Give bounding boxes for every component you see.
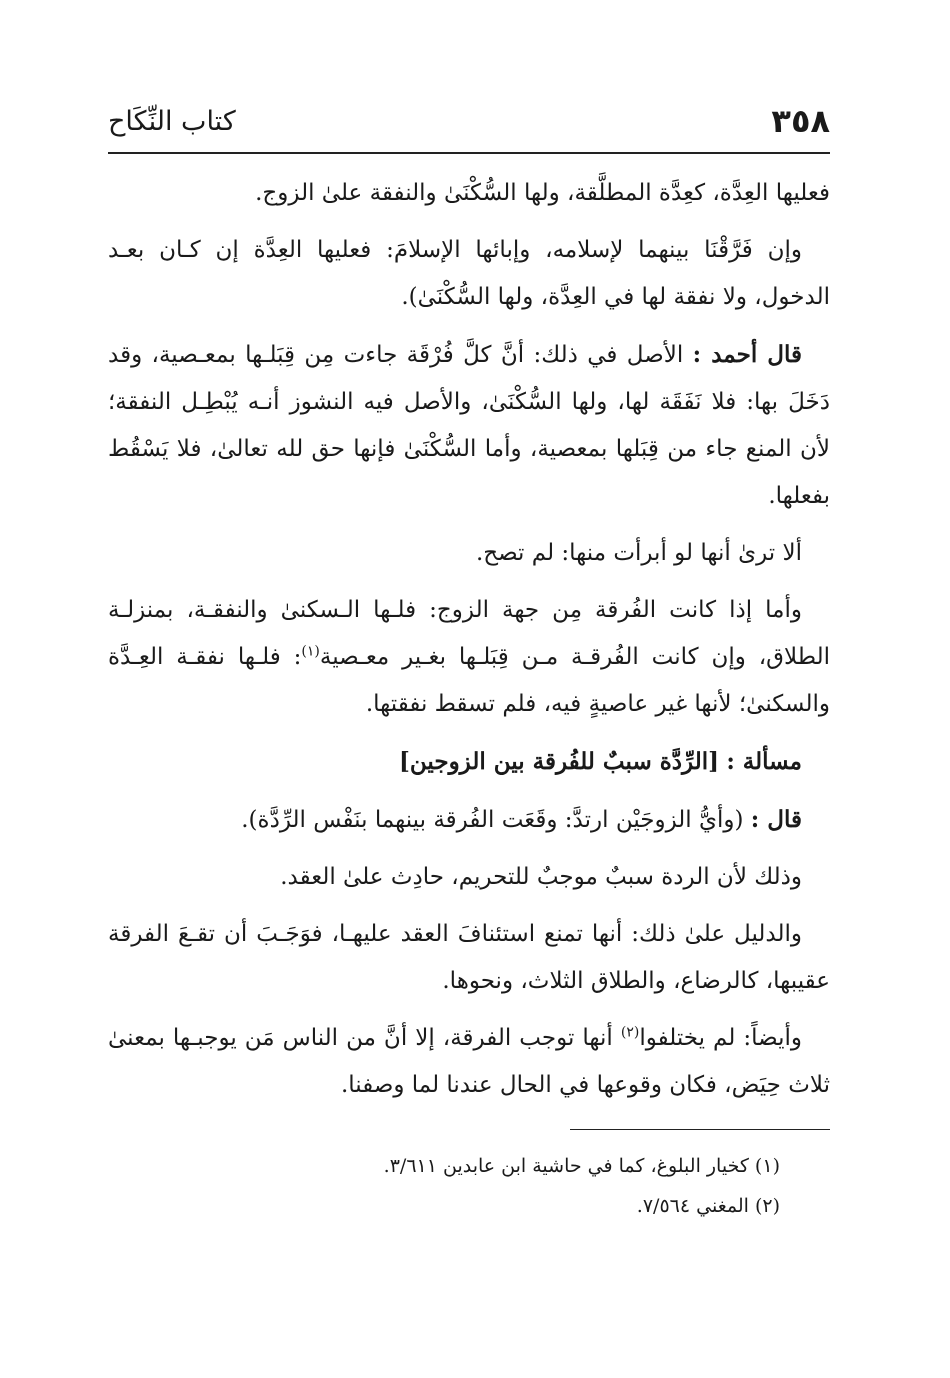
footnote-ref-2[interactable]: (٢) <box>620 1024 640 1041</box>
paragraph-5-part-b: : فلـها نفقـة العِـدَّة والسكنىٰ؛ لأنها غير عاصيةٍ فيه، فلم تسقط نفقتها. <box>108 644 830 717</box>
paragraph-5-part-a: وأما إذا كانت الفُرقة مِن جهة الزوج: فلـها الـسكنىٰ والنفقـة، بمنزلـة الطلاق، وإن كانت الفُرقـة مـن قِبَلـها بغـير معـصية <box>108 597 830 670</box>
footnote-ref-1[interactable]: (١) <box>301 643 320 660</box>
paragraph-3-lead: قال أحمد : <box>692 341 802 368</box>
footnote-2: (٢) المغني ٧/٥٦٤. <box>636 1195 780 1217</box>
masala-label: مسألة : <box>726 748 802 775</box>
footnote-separator <box>570 1129 830 1130</box>
masala-heading <box>108 738 830 786</box>
paragraph-1: فعليها العِدَّة، كعِدَّة المطلَّقة، ولها السُّكْنَىٰ والنفقة علىٰ الزوج. <box>255 180 830 206</box>
paragraph-7: وذلك لأن الردة سببٌ موجبٌ للتحريم، حادِث علىٰ العقد. <box>280 864 802 890</box>
paragraph-2: وإن فَرَّقْنَا بينهما لإسلامه، وإبائها الإسلامَ: فعليها العِدَّة إن كـان بعـد الدخول، ولا نفقة لها في العِدَّة، ولها السُّكْنَىٰ). <box>108 237 830 310</box>
footnote-1: (١) كخيار البلوغ، كما في حاشية ابن عابدين ٣/٦١١. <box>383 1155 780 1177</box>
main-text <box>108 170 830 1119</box>
paragraph-3 <box>108 331 830 520</box>
paragraph-8: والدليل علىٰ ذلك: أنها تمنع استئنافَ العقد عليهـا، فوَجَـبَ أن تقـعَ الفرقة عقيبها، كالرضاع، والطلاق الثلاث، ونحوها. <box>108 921 830 994</box>
paragraph-6-text: (وأيُّ الزوجَيْن ارتدَّ: وقَعَت الفُرقة بينهما بنَفْس الرِّدَّة). <box>241 807 744 833</box>
paragraph-6-lead: قال : <box>750 806 802 833</box>
paragraph-6 <box>108 796 830 844</box>
page-header <box>108 96 830 154</box>
paragraph-3-text: الأصل في ذلك: أنَّ كلَّ فُرْقَة جاءت مِن قِبَلـها بمعـصية، وقد دَخَلَ بها: فلا نَفَقَة لها، ولها السُّكْنَىٰ، والأصل فيه النشوز أنـه يُبْطِـل النفقة؛ لأن المنع جاء من قِبَلها بمعصية، وأما السُّكْنَىٰ فإنها حق لله تعالىٰ، فلا يَسْقُط بفعلها. <box>108 342 830 509</box>
page-number: ٣٥٨ <box>771 102 830 140</box>
paragraph-9-part-a: وأيضاً: لم يختلفوا <box>639 1025 802 1051</box>
paragraph-9 <box>108 1015 830 1109</box>
masala-title: [الرِّدَّة سببٌ للفُرقة بين الزوجين] <box>399 748 719 775</box>
running-title: كتاب النِّكَاح <box>108 106 236 137</box>
paragraph-5 <box>108 587 830 728</box>
paragraph-9-part-b: أنها توجب الفرقة، إلا أنَّ من الناس مَن يوجبـها بمعنىٰ ثلاث حِيَض، فكان وقوعها في الحال عندنا لما وصفنا. <box>108 1025 830 1098</box>
footnotes <box>240 1146 780 1226</box>
paragraph-4: ألا ترىٰ أنها لو أبرأت منها: لم تصح. <box>475 540 802 566</box>
